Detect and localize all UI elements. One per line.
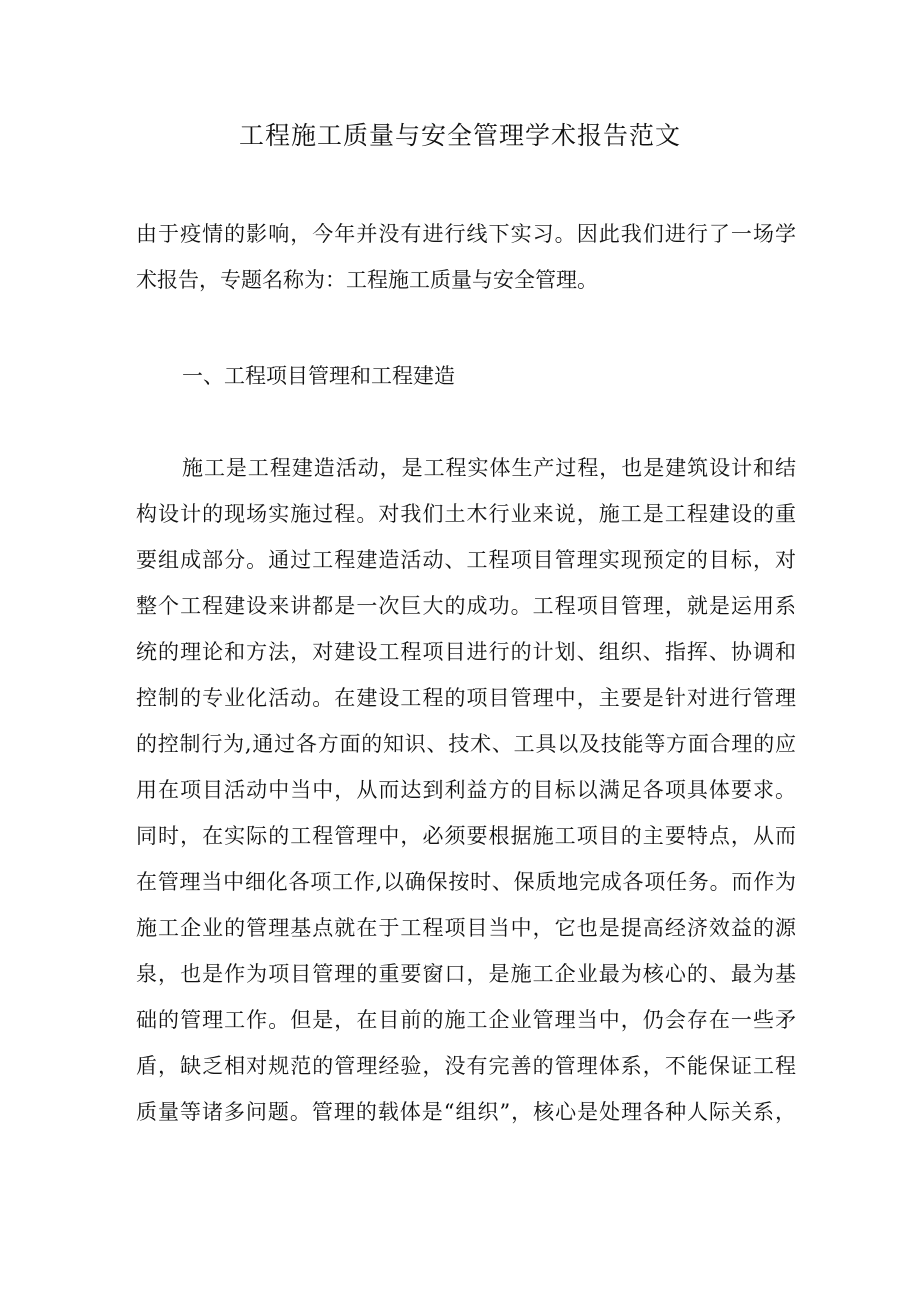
body-line: 用在项目活动中当中，从而达到利益方的目标以满足各项具体要求。 (136, 778, 796, 802)
body-line: 础的管理工作。但是，在目前的施工企业管理当中，仍会存在一些矛 (136, 1008, 796, 1032)
body-line: 统的理论和方法，对建设工程项目进行的计划、组织、指挥、协调和 (136, 640, 796, 664)
body-line: 同时，在实际的工程管理中，必须要根据施工项目的主要特点，从而 (136, 824, 796, 848)
body-line: 质量等诸多问题。管理的载体是“组织”，核心是处理各种人际关系， (136, 1100, 796, 1124)
intro-line: 术报告，专题名称为：工程施工质量与安全管理。 (136, 268, 598, 292)
body-line: 盾，缺乏相对规范的管理经验，没有完善的管理体系，不能保证工程 (136, 1054, 796, 1078)
body-line: 构设计的现场实施过程。对我们土木行业来说，施工是工程建设的重 (136, 502, 796, 526)
body-line: 泉，也是作为项目管理的重要窗口，是施工企业最为核心的、最为基 (136, 962, 796, 986)
body-line: 整个工程建设来讲都是一次巨大的成功。工程项目管理，就是运用系 (136, 594, 796, 618)
body-line: 在管理当中细化各项工作,以确保按时、保质地完成各项任务。而作为 (136, 870, 796, 894)
body-line: 施工是工程建造活动，是工程实体生产过程，也是建筑设计和结 (182, 456, 796, 480)
intro-line: 由于疫情的影响，今年并没有进行线下实习。因此我们进行了一场学 (136, 222, 796, 246)
body-line: 施工企业的管理基点就在于工程项目当中，它也是提高经济效益的源 (136, 916, 796, 940)
section-heading: 一、工程项目管理和工程建造 (182, 364, 455, 388)
document-title: 工程施工质量与安全管理学术报告范文 (238, 121, 681, 150)
body-line: 的控制行为,通过各方面的知识、技术、工具以及技能等方面合理的应 (136, 732, 796, 756)
body-line: 控制的专业化活动。在建设工程的项目管理中，主要是针对进行管理 (136, 686, 796, 710)
body-line: 要组成部分。通过工程建造活动、工程项目管理实现预定的目标，对 (136, 548, 796, 572)
